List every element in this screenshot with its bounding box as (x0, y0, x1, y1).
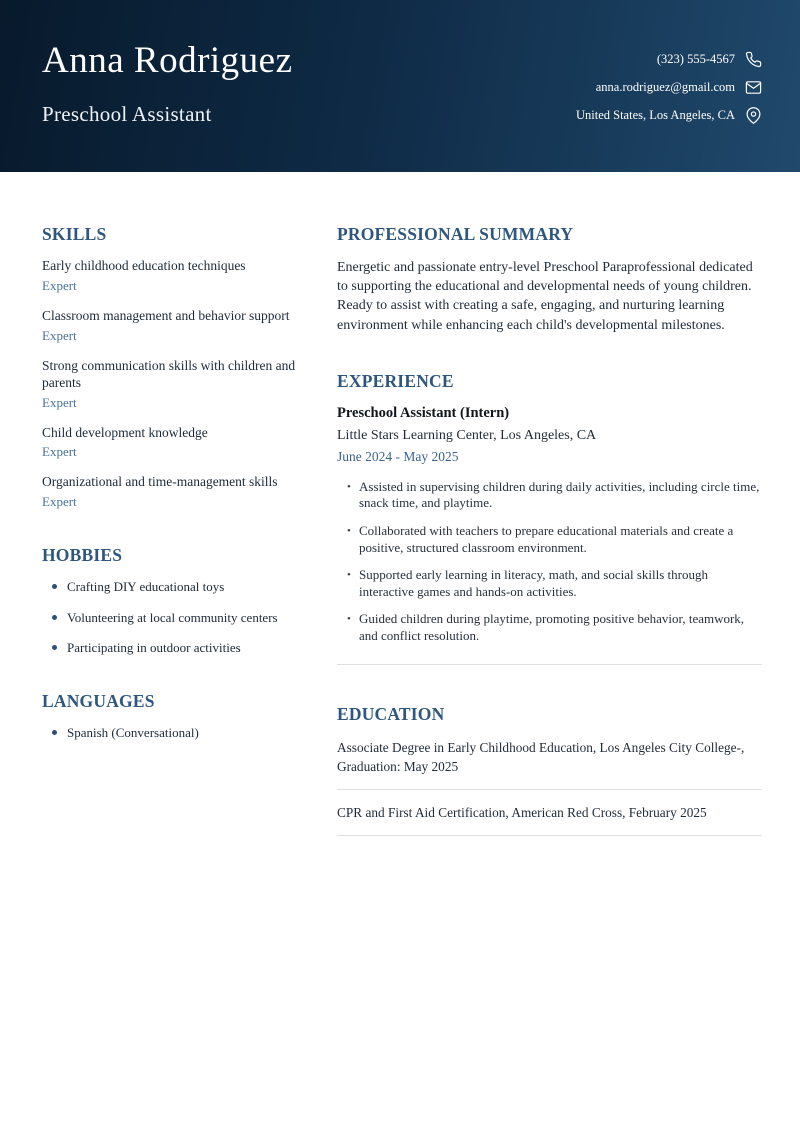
job-bullet: • Assisted in supervising children during daily activities, including circle time, snack time, and playtime. (347, 479, 762, 512)
languages-list (42, 725, 307, 741)
location-pin-icon (745, 107, 762, 124)
skill-item (42, 358, 307, 411)
bullet-dot-icon (52, 730, 57, 735)
email-address: anna.rodriguez@gmail.com (595, 80, 735, 94)
job-bullet-list (337, 479, 762, 645)
hobby-label: Participating in outdoor activities (67, 640, 241, 656)
bullet-dot-icon (52, 645, 57, 650)
hobby-label: Volunteering at local community centers (67, 609, 278, 625)
skills-section (42, 224, 307, 510)
bullet-dot-icon (52, 615, 57, 620)
skill-item (42, 258, 307, 294)
contact-email-row (596, 79, 762, 96)
contact-phone-row (657, 51, 762, 68)
summary-heading: PROFESSIONAL SUMMARY (337, 224, 574, 244)
contact-location-row (576, 107, 762, 124)
experience-entry (337, 405, 762, 645)
skill-name: Early childhood education techniques (42, 258, 246, 273)
skill-name: Strong communication skills with children and parents (42, 357, 296, 390)
section-divider (337, 664, 762, 665)
hobby-item (52, 640, 307, 656)
skill-item (42, 308, 307, 344)
summary-text: Energetic and passionate entry-level Preschool Paraprofessional dedicated to supporting the educational and developmental needs of young children. Ready to assist with creating a safe, engaging, and nurturing learning environment while enhancing each child's developmental milestones. (337, 260, 753, 333)
skill-level: Expert (42, 494, 77, 510)
education-item: Associate Degree in Early Childhood Education, Los Angeles City College-, Graduation: May 2025 (337, 738, 762, 791)
envelope-icon (745, 79, 762, 96)
phone-number: (323) 555-4567 (656, 52, 735, 66)
job-company: Little Stars Learning Center, Los Angeles, CA (337, 427, 597, 443)
person-title: Preschool Assistant (42, 101, 212, 126)
languages-heading: LANGUAGES (42, 691, 155, 712)
person-name: Anna Rodriguez (42, 40, 293, 81)
summary-section (337, 224, 762, 335)
header-identity (42, 0, 293, 172)
experience-section (337, 371, 762, 665)
job-bullet: • Collaborated with teachers to prepare educational materials and create a positive, structured classroom environment. (347, 523, 762, 556)
job-bullet: • Guided children during playtime, promoting positive behavior, teamwork, and conflict resolution. (347, 611, 762, 644)
hobbies-list (42, 579, 307, 656)
experience-heading: EXPERIENCE (337, 370, 454, 391)
header (0, 0, 800, 172)
education-section (337, 704, 762, 837)
sidebar (42, 224, 307, 836)
contact-info (576, 0, 762, 172)
job-bullet: • Supported early learning in literacy, math, and social skills through interactive games and hands-on activities. (347, 567, 762, 600)
skill-level: Expert (42, 444, 77, 460)
skill-level: Expert (42, 327, 77, 343)
skill-name: Child development knowledge (42, 424, 208, 440)
languages-section (42, 691, 307, 741)
language-item (52, 725, 307, 741)
skill-item (42, 474, 307, 510)
skill-level: Expert (42, 277, 77, 293)
hobbies-section (42, 545, 307, 656)
hobbies-heading: HOBBIES (42, 545, 123, 566)
job-title: Preschool Assistant (Intern) (337, 404, 510, 421)
job-dates: June 2024 - May 2025 (337, 448, 459, 464)
skill-name: Organizational and time-management skills (42, 474, 278, 490)
content (0, 172, 800, 836)
education-item: CPR and First Aid Certification, American Red Cross, February 2025 (337, 803, 762, 836)
bullet-dot-icon (52, 584, 57, 589)
hobby-label: Crafting DIY educational toys (67, 579, 225, 595)
main-column (337, 224, 762, 836)
phone-icon (745, 51, 762, 68)
location-text: United States, Los Angeles, CA (575, 108, 735, 122)
skill-item (42, 425, 307, 461)
skills-heading: SKILLS (42, 224, 107, 244)
education-heading: EDUCATION (337, 703, 445, 724)
language-label: Spanish (Conversational) (67, 725, 199, 741)
skill-name: Classroom management and behavior support (42, 307, 290, 323)
hobby-item (52, 610, 307, 626)
skill-level: Expert (42, 394, 77, 410)
hobby-item (52, 579, 307, 595)
